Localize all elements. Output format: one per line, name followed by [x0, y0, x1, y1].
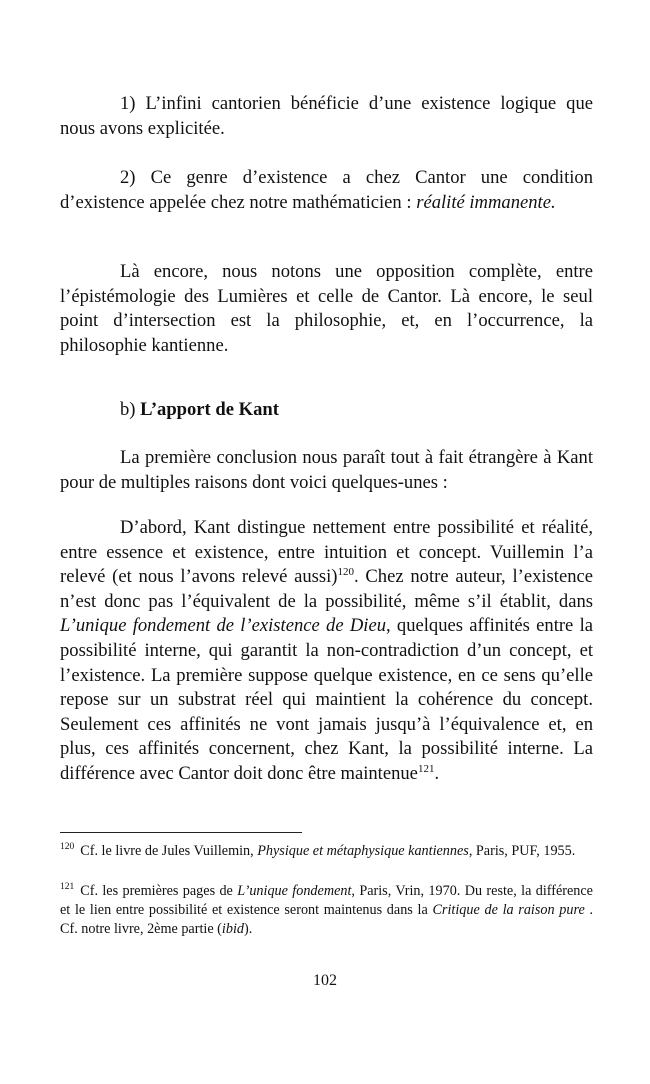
footnote-121-italic-1: L’unique fondement [237, 883, 352, 899]
paragraph-3-text: Là encore, nous notons une opposition complète, entre l’épistémologie des Lumières et celle de Cantor. Là encore, le seul point d’intersection est la philosophie, et, en l’occurrence, la philosophie kantienne. [60, 261, 593, 356]
footnote-121-text-b: , Paris, Vrin, 1970. Du reste, la différence et le lien entre possibilité et existence seront maintenus dans la [60, 883, 593, 918]
footnote-ref-121: 121 [417, 762, 435, 775]
footnote-121-italic-3: ibid [221, 921, 244, 937]
paragraph-5-italic: L’unique fondement de l’existence de Dieu [60, 615, 386, 637]
footnote-121-number: 121 [60, 882, 75, 893]
paragraph-1-text: 1) L’infini cantorien bénéficie d’une existence logique que nous avons explicitée. [60, 93, 593, 139]
footnote-120-text-b: , Paris, PUF, 1955. [468, 843, 576, 859]
section-heading [120, 398, 279, 423]
section-prefix: b) [120, 399, 141, 420]
footnote-121-text-a: Cf. les premières pages de [80, 883, 238, 899]
footnote-ref-120: 120 [337, 566, 354, 578]
page-number: 102 [313, 972, 337, 989]
paragraph-3 [60, 260, 593, 358]
footnote-120-italic: Physique et métaphysique kantiennes [257, 843, 469, 859]
footnote-120-number: 120 [60, 842, 75, 853]
section-title: L’apport de Kant [140, 399, 279, 420]
paragraph-5 [60, 516, 593, 787]
paragraph-2-italic: réalité immanente. [416, 191, 556, 213]
paragraph-4 [60, 446, 593, 495]
paragraph-5-text-c: , quelques affinités entre la possibilité interne, qui garantit la non-contradiction d’un concept, et l’existence. La première suppose quelque existence, en ce sens qu’elle repose sur un substrat réel qui maintient la cohérence du concept. Seulement ces affinités ne vont jamais jusqu’à l’équivalence et, en plus, ces affinités concernent, chez Kant, la possibilité interne. La différence avec Cantor doit donc être maintenue [60, 615, 593, 784]
footnote-120 [60, 842, 593, 861]
paragraph-5-text-a: D’abord, Kant distingue nettement entre possibilité et réalité, entre essence et existence, entre intuition et concept. Vuillemin l’a relevé (et nous l’avons relevé aussi) [60, 517, 593, 588]
footnote-121-text-d: ). [244, 921, 253, 937]
paragraph-2 [60, 166, 593, 215]
paragraph-1 [60, 92, 593, 141]
paragraph-5-text-d: . [434, 762, 440, 784]
paragraph-2-text: 2) Ce genre d’existence a chez Cantor une condition d’existence appelée chez notre mathématicien : [60, 167, 593, 213]
footnote-121-text-c: . Cf. notre livre, 2ème partie ( [60, 902, 594, 937]
footnote-120-text-a: Cf. le livre de Jules Vuillemin, [80, 843, 258, 859]
paragraph-4-text: La première conclusion nous paraît tout à fait étrangère à Kant pour de multiples raisons dont voici quelques-unes : [60, 447, 593, 493]
footnote-121 [60, 882, 593, 939]
footnote-divider [60, 832, 302, 833]
footnote-121-italic-2: Critique de la raison pure [432, 902, 585, 918]
paragraph-5-text-b: . Chez notre auteur, l’existence n’est donc pas l’équivalent de la possibilité, même s’il établit, dans [60, 566, 593, 612]
